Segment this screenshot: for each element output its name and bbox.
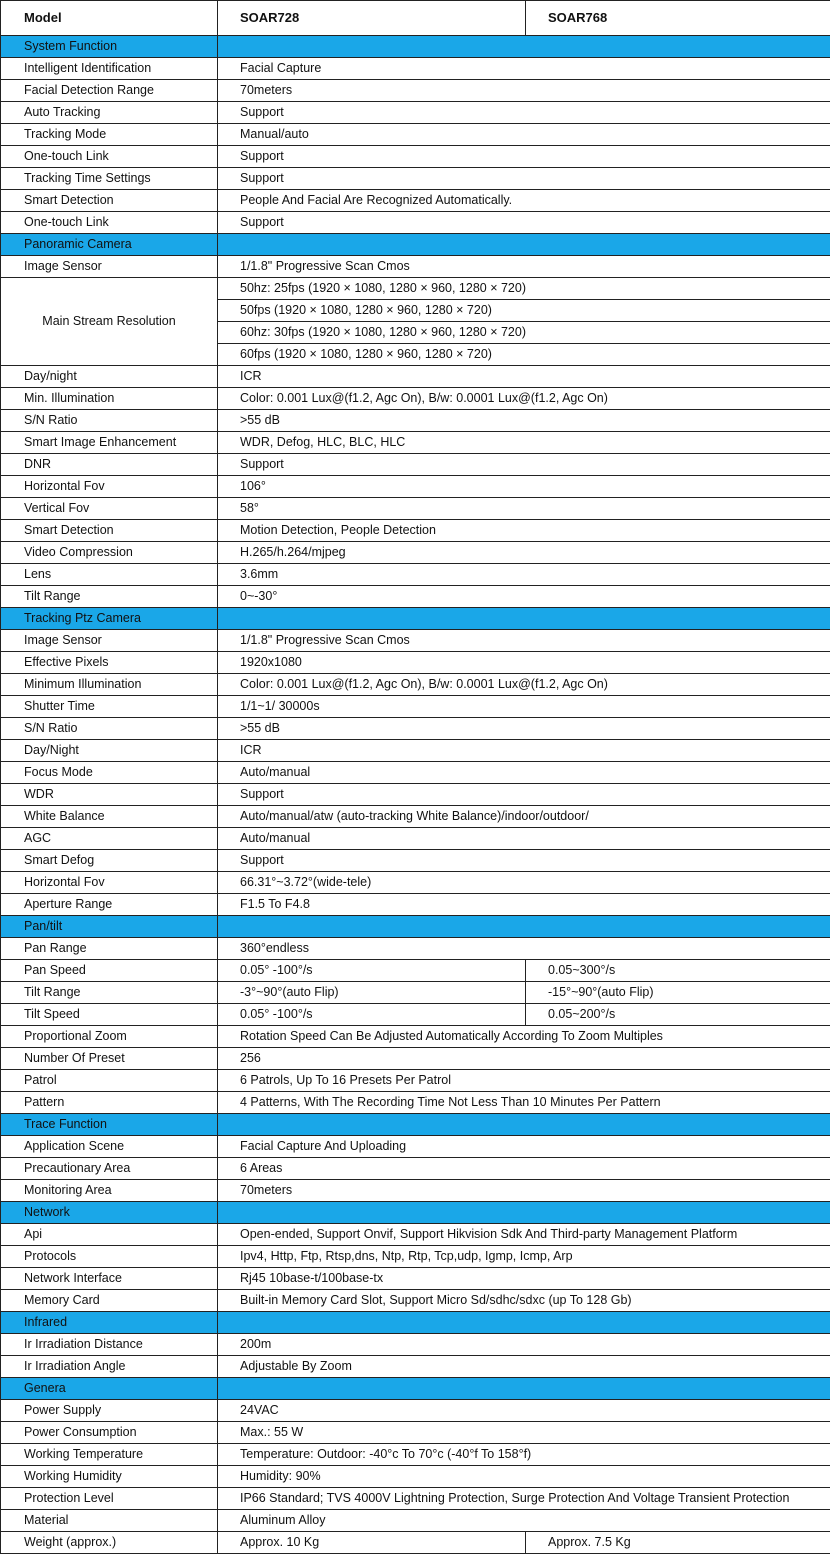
spec-label: Shutter Time [1, 696, 218, 718]
spec-row [1, 1004, 830, 1026]
spec-row [1, 1510, 830, 1532]
spec-row [1, 190, 830, 212]
spec-value: Ipv4, Http, Ftp, Rtsp,dns, Ntp, Rtp, Tcp,udp, Igmp, Icmp, Arp [218, 1246, 830, 1268]
spec-value: >55 dB [218, 410, 830, 432]
spec-row [1, 1334, 830, 1356]
section-fill [218, 1202, 830, 1224]
spec-value: Support [218, 454, 830, 476]
spec-value: Auto/manual/atw (auto-tracking White Balance)/indoor/outdoor/ [218, 806, 830, 828]
spec-label: Api [1, 1224, 218, 1246]
spec-value: Support [218, 146, 830, 168]
spec-value: Adjustable By Zoom [218, 1356, 830, 1378]
section-fill [218, 36, 830, 58]
spec-label: Power Consumption [1, 1422, 218, 1444]
spec-label: Protocols [1, 1246, 218, 1268]
spec-value: Support [218, 784, 830, 806]
spec-value-a: 0.05° -100°/s [218, 1004, 526, 1026]
spec-label: Smart Defog [1, 850, 218, 872]
section-row [1, 916, 830, 938]
spec-value: 200m [218, 1334, 830, 1356]
spec-row [1, 168, 830, 190]
header-product-b: SOAR768 [526, 1, 830, 36]
spec-value: Color: 0.001 Lux@(f1.2, Agc On), B/w: 0.0001 Lux@(f1.2, Agc On) [218, 388, 830, 410]
spec-value: 6 Patrols, Up To 16 Presets Per Patrol [218, 1070, 830, 1092]
spec-value: People And Facial Are Recognized Automatically. [218, 190, 830, 212]
spec-row [1, 498, 830, 520]
spec-label: Pattern [1, 1092, 218, 1114]
spec-row [1, 1092, 830, 1114]
spec-label: Memory Card [1, 1290, 218, 1312]
spec-row [1, 1026, 830, 1048]
spec-row [1, 1158, 830, 1180]
spec-label: Weight (approx.) [1, 1532, 218, 1554]
spec-label: Tracking Time Settings [1, 168, 218, 190]
section-title: Network [1, 1202, 218, 1224]
spec-value: ICR [218, 740, 830, 762]
spec-row [1, 1268, 830, 1290]
spec-row [1, 1444, 830, 1466]
spec-label: Ir Irradiation Distance [1, 1334, 218, 1356]
spec-value: Auto/manual [218, 828, 830, 850]
spec-label: Video Compression [1, 542, 218, 564]
spec-row [1, 124, 830, 146]
spec-value: 360°endless [218, 938, 830, 960]
section-fill [218, 1114, 830, 1136]
spec-row [1, 718, 830, 740]
spec-row [1, 542, 830, 564]
spec-value: 106° [218, 476, 830, 498]
spec-row [1, 1224, 830, 1246]
spec-label: Aperture Range [1, 894, 218, 916]
spec-row [1, 1356, 830, 1378]
spec-value: Humidity: 90% [218, 1466, 830, 1488]
spec-label: Pan Range [1, 938, 218, 960]
section-row [1, 1378, 830, 1400]
spec-value: 0~-30° [218, 586, 830, 608]
spec-row [1, 828, 830, 850]
spec-value: Temperature: Outdoor: -40°c To 70°c (-40°f To 158°f) [218, 1444, 830, 1466]
spec-row [1, 476, 830, 498]
spec-row [1, 80, 830, 102]
spec-row [1, 564, 830, 586]
spec-row [1, 806, 830, 828]
section-title: Infrared [1, 1312, 218, 1334]
spec-row [1, 1466, 830, 1488]
spec-row [1, 1532, 830, 1554]
spec-value: H.265/h.264/mjpeg [218, 542, 830, 564]
section-row [1, 608, 830, 630]
spec-label: WDR [1, 784, 218, 806]
spec-value: Facial Capture [218, 58, 830, 80]
spec-label: DNR [1, 454, 218, 476]
spec-label: Tilt Range [1, 982, 218, 1004]
spec-row [1, 1070, 830, 1092]
header-product-a: SOAR728 [218, 1, 526, 36]
spec-value: Support [218, 168, 830, 190]
spec-value: 60fps (1920 × 1080, 1280 × 960, 1280 × 720) [218, 344, 830, 366]
spec-value: 3.6mm [218, 564, 830, 586]
section-title: Genera [1, 1378, 218, 1400]
spec-value: Support [218, 212, 830, 234]
spec-row [1, 1246, 830, 1268]
spec-label: S/N Ratio [1, 410, 218, 432]
spec-value: 24VAC [218, 1400, 830, 1422]
spec-row [1, 1136, 830, 1158]
spec-value: Color: 0.001 Lux@(f1.2, Agc On), B/w: 0.0001 Lux@(f1.2, Agc On) [218, 674, 830, 696]
section-title: Tracking Ptz Camera [1, 608, 218, 630]
spec-row [1, 938, 830, 960]
spec-row [1, 278, 830, 300]
section-title: Pan/tilt [1, 916, 218, 938]
spec-label: Lens [1, 564, 218, 586]
spec-row [1, 256, 830, 278]
spec-label: Tilt Speed [1, 1004, 218, 1026]
spec-value: Rj45 10base-t/100base-tx [218, 1268, 830, 1290]
spec-row [1, 1400, 830, 1422]
spec-value: IP66 Standard; TVS 4000V Lightning Protection, Surge Protection And Voltage Transient Protection [218, 1488, 830, 1510]
spec-value: Motion Detection, People Detection [218, 520, 830, 542]
spec-label: Application Scene [1, 1136, 218, 1158]
spec-value: 1/1.8" Progressive Scan Cmos [218, 256, 830, 278]
spec-value: 50fps (1920 × 1080, 1280 × 960, 1280 × 720) [218, 300, 830, 322]
spec-label: Facial Detection Range [1, 80, 218, 102]
spec-row [1, 454, 830, 476]
spec-label: Min. Illumination [1, 388, 218, 410]
section-row [1, 36, 830, 58]
spec-label: Focus Mode [1, 762, 218, 784]
spec-label: White Balance [1, 806, 218, 828]
spec-label: Intelligent Identification [1, 58, 218, 80]
spec-value: Rotation Speed Can Be Adjusted Automatically According To Zoom Multiples [218, 1026, 830, 1048]
spec-label: Network Interface [1, 1268, 218, 1290]
spec-row [1, 432, 830, 454]
spec-row [1, 960, 830, 982]
spec-value-b: Approx. 7.5 Kg [526, 1532, 830, 1554]
spec-value: Support [218, 850, 830, 872]
spec-label: Tilt Range [1, 586, 218, 608]
spec-label: Pan Speed [1, 960, 218, 982]
section-fill [218, 1312, 830, 1334]
spec-label: Day/night [1, 366, 218, 388]
spec-label: Number Of Preset [1, 1048, 218, 1070]
spec-label: Horizontal Fov [1, 872, 218, 894]
spec-row [1, 58, 830, 80]
spec-value: ICR [218, 366, 830, 388]
spec-value: 1920x1080 [218, 652, 830, 674]
spec-value: 66.31°~3.72°(wide-tele) [218, 872, 830, 894]
spec-label: Monitoring Area [1, 1180, 218, 1202]
spec-value: WDR, Defog, HLC, BLC, HLC [218, 432, 830, 454]
spec-label: Auto Tracking [1, 102, 218, 124]
spec-row [1, 740, 830, 762]
spec-row [1, 894, 830, 916]
spec-value: Built-in Memory Card Slot, Support Micro Sd/sdhc/sdxc (up To 128 Gb) [218, 1290, 830, 1312]
section-row [1, 1202, 830, 1224]
spec-label: AGC [1, 828, 218, 850]
spec-label: Patrol [1, 1070, 218, 1092]
section-fill [218, 916, 830, 938]
spec-label: Proportional Zoom [1, 1026, 218, 1048]
spec-row [1, 696, 830, 718]
section-fill [218, 1378, 830, 1400]
spec-label: Power Supply [1, 1400, 218, 1422]
spec-label: Smart Image Enhancement [1, 432, 218, 454]
spec-row [1, 1488, 830, 1510]
header-row [1, 1, 830, 36]
section-fill [218, 234, 830, 256]
spec-value: 70meters [218, 1180, 830, 1202]
spec-row [1, 520, 830, 542]
spec-label: Smart Detection [1, 190, 218, 212]
spec-value: Open-ended, Support Onvif, Support Hikvision Sdk And Third-party Management Platform [218, 1224, 830, 1246]
spec-value: Auto/manual [218, 762, 830, 784]
spec-label: Ir Irradiation Angle [1, 1356, 218, 1378]
section-title: Trace Function [1, 1114, 218, 1136]
section-fill [218, 608, 830, 630]
spec-row [1, 366, 830, 388]
spec-value-b: 0.05~300°/s [526, 960, 830, 982]
spec-value: Max.: 55 W [218, 1422, 830, 1444]
spec-label: Working Temperature [1, 1444, 218, 1466]
spec-value-b: 0.05~200°/s [526, 1004, 830, 1026]
spec-value-a: Approx. 10 Kg [218, 1532, 526, 1554]
spec-value: 4 Patterns, With The Recording Time Not Less Than 10 Minutes Per Pattern [218, 1092, 830, 1114]
section-title: Panoramic Camera [1, 234, 218, 256]
section-row [1, 1114, 830, 1136]
spec-value: 256 [218, 1048, 830, 1070]
spec-label: Minimum Illumination [1, 674, 218, 696]
spec-value-b: -15°~90°(auto Flip) [526, 982, 830, 1004]
section-row [1, 234, 830, 256]
spec-value: Facial Capture And Uploading [218, 1136, 830, 1158]
spec-value: 6 Areas [218, 1158, 830, 1180]
spec-row [1, 1048, 830, 1070]
spec-label: One-touch Link [1, 212, 218, 234]
spec-value: Aluminum Alloy [218, 1510, 830, 1532]
spec-label: Day/Night [1, 740, 218, 762]
spec-label: S/N Ratio [1, 718, 218, 740]
spec-row [1, 212, 830, 234]
spec-row [1, 630, 830, 652]
header-model: Model [1, 1, 218, 36]
spec-row [1, 784, 830, 806]
spec-value: >55 dB [218, 718, 830, 740]
spec-row [1, 850, 830, 872]
spec-row [1, 872, 830, 894]
spec-label: Smart Detection [1, 520, 218, 542]
spec-value: F1.5 To F4.8 [218, 894, 830, 916]
spec-value: 60hz: 30fps (1920 × 1080, 1280 × 960, 1280 × 720) [218, 322, 830, 344]
spec-row [1, 1180, 830, 1202]
spec-label: Effective Pixels [1, 652, 218, 674]
spec-row [1, 102, 830, 124]
spec-label: Image Sensor [1, 630, 218, 652]
spec-row [1, 652, 830, 674]
spec-value: 1/1.8" Progressive Scan Cmos [218, 630, 830, 652]
spec-label: Image Sensor [1, 256, 218, 278]
spec-value: 58° [218, 498, 830, 520]
section-row [1, 1312, 830, 1334]
spec-value-a: -3°~90°(auto Flip) [218, 982, 526, 1004]
spec-value-a: 0.05° -100°/s [218, 960, 526, 982]
spec-row [1, 146, 830, 168]
spec-row [1, 674, 830, 696]
spec-label: Protection Level [1, 1488, 218, 1510]
spec-row [1, 410, 830, 432]
spec-value: 1/1~1/ 30000s [218, 696, 830, 718]
section-title: System Function [1, 36, 218, 58]
spec-value: 70meters [218, 80, 830, 102]
spec-label: One-touch Link [1, 146, 218, 168]
spec-row [1, 586, 830, 608]
spec-value: Support [218, 102, 830, 124]
spec-row [1, 762, 830, 784]
spec-label: Material [1, 1510, 218, 1532]
spec-label: Working Humidity [1, 1466, 218, 1488]
spec-label: Horizontal Fov [1, 476, 218, 498]
spec-row [1, 1290, 830, 1312]
spec-value: 50hz: 25fps (1920 × 1080, 1280 × 960, 1280 × 720) [218, 278, 830, 300]
spec-label: Tracking Mode [1, 124, 218, 146]
spec-label: Precautionary Area [1, 1158, 218, 1180]
spec-label: Vertical Fov [1, 498, 218, 520]
spec-row [1, 388, 830, 410]
spec-row [1, 982, 830, 1004]
spec-value: Manual/auto [218, 124, 830, 146]
spec-row [1, 1422, 830, 1444]
spec-label: Main Stream Resolution [1, 278, 218, 366]
